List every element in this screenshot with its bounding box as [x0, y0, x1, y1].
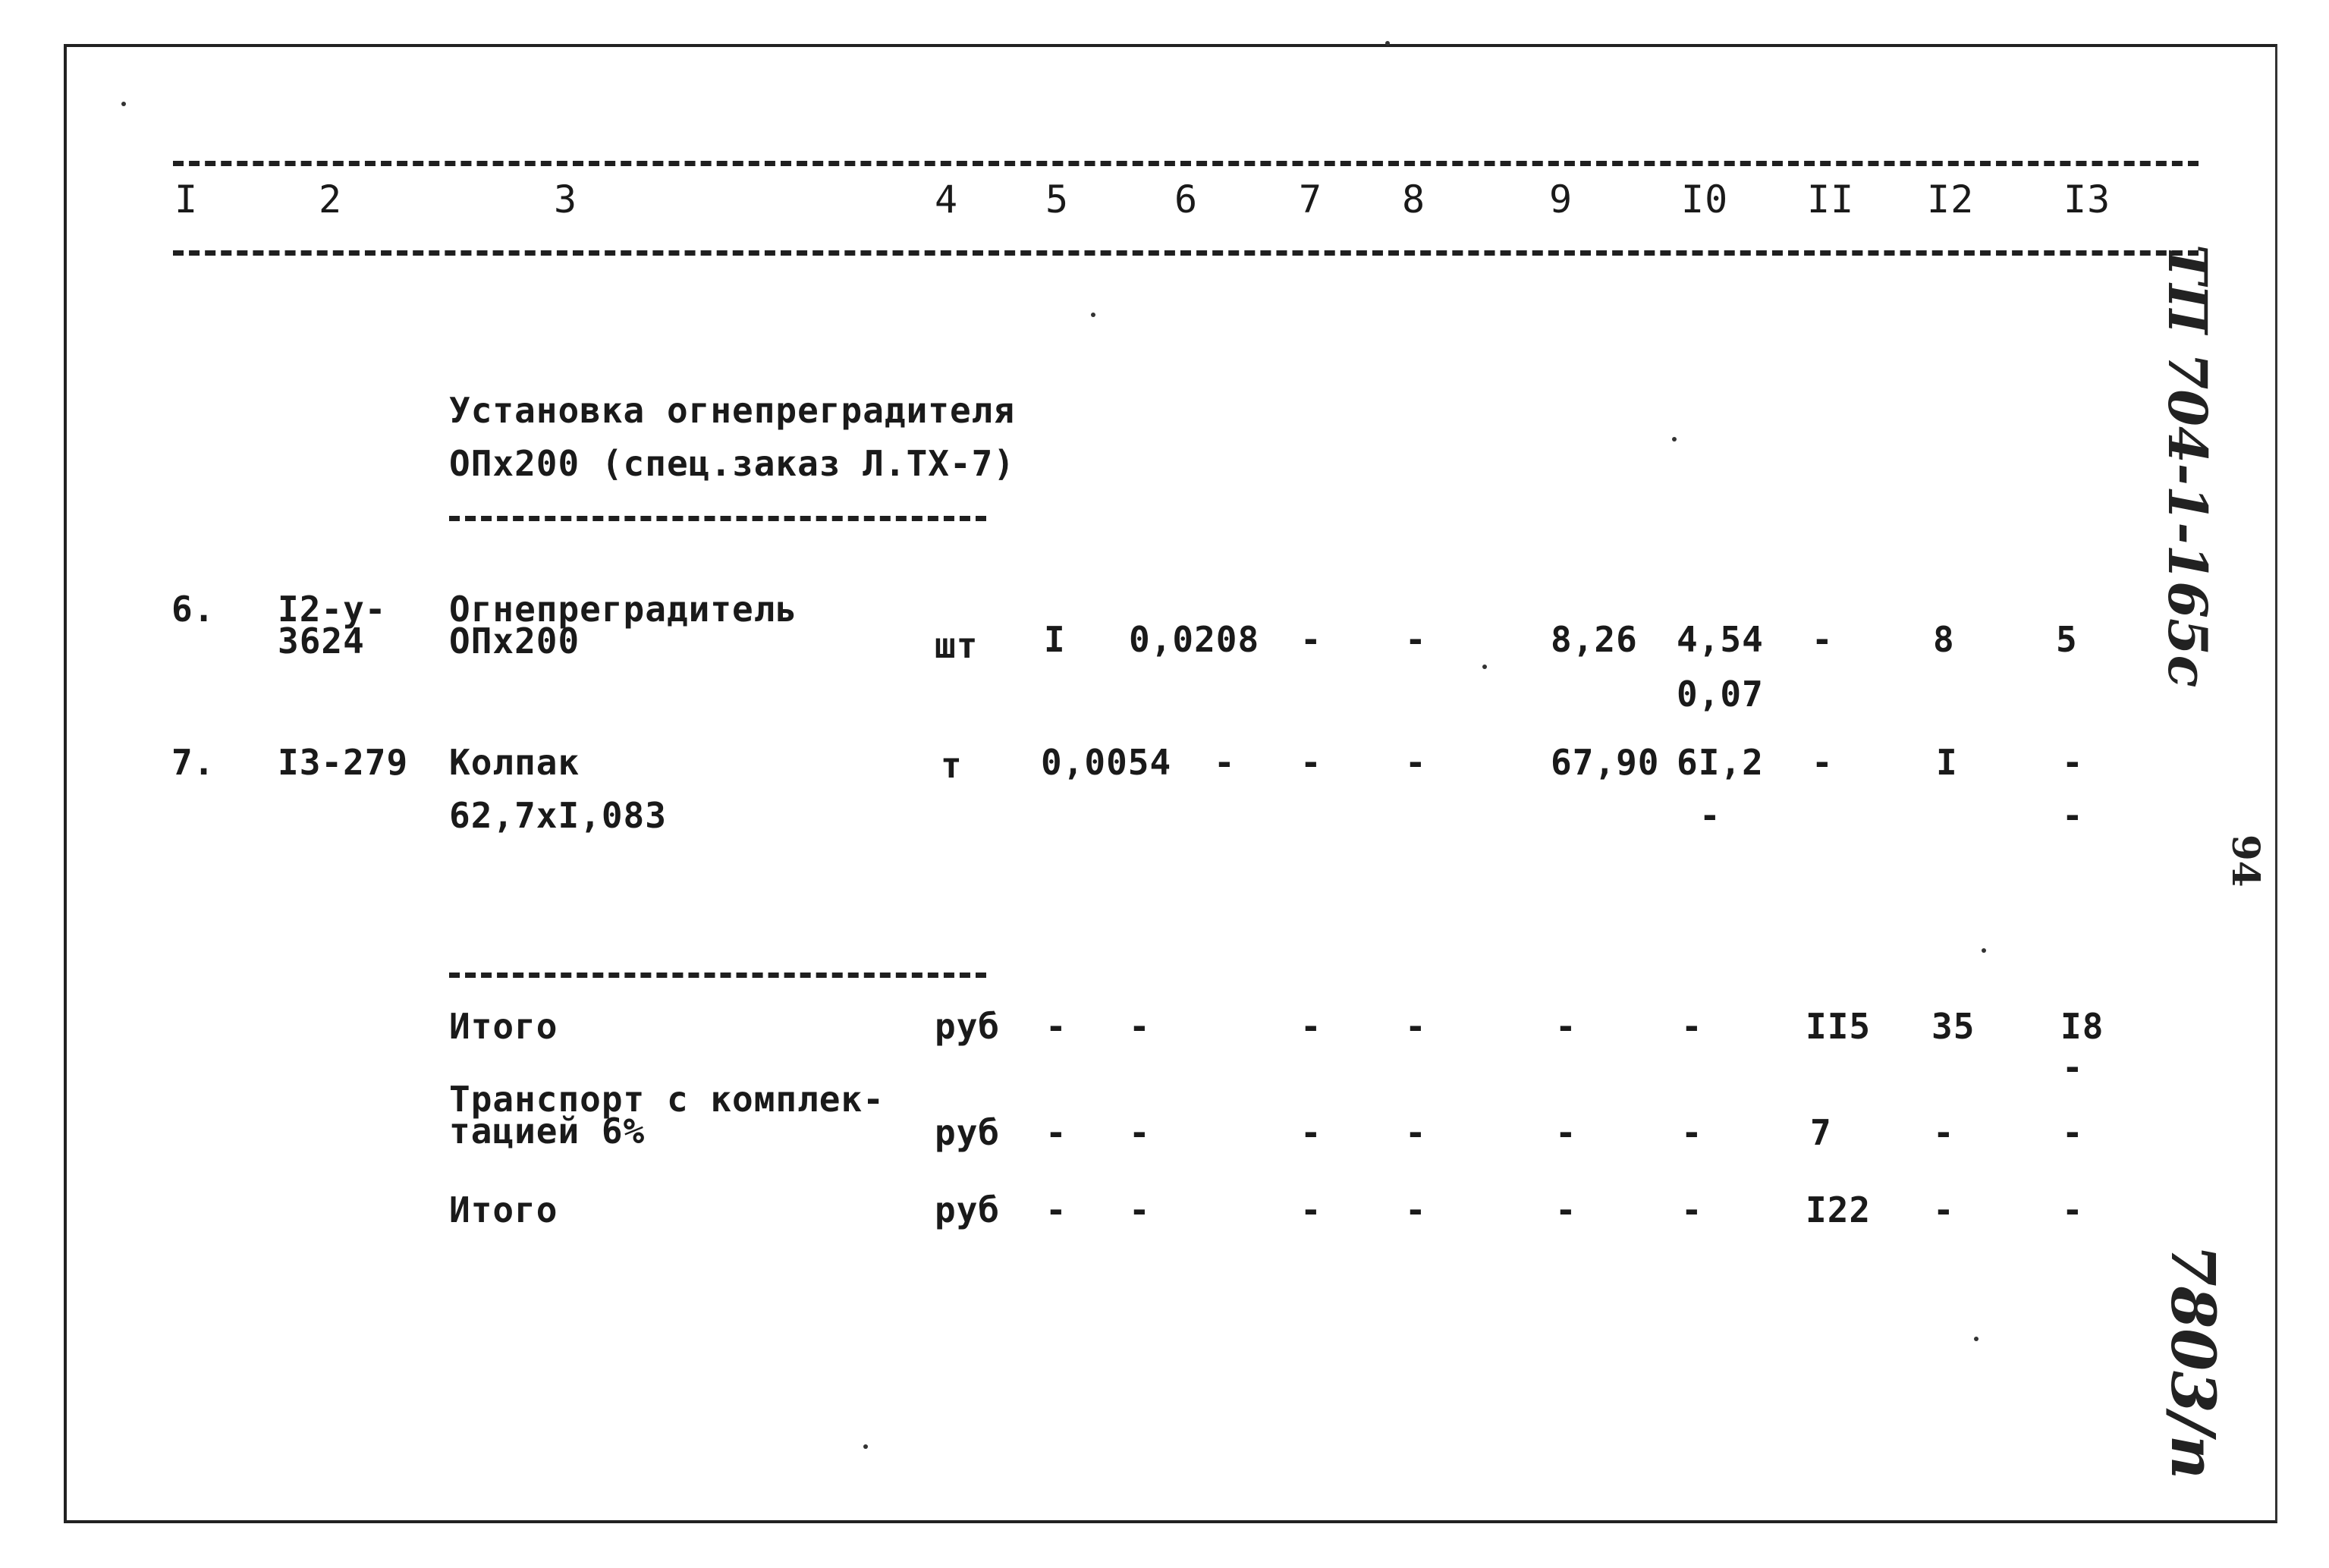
col-header-4: 4 — [935, 178, 959, 222]
row-6-num: 6. — [171, 589, 215, 630]
row-7-col5: 0,0054 — [1041, 742, 1172, 783]
total-1-col11: II5 — [1806, 1006, 1872, 1047]
transport-col12: - — [1933, 1112, 1955, 1153]
row-6-col11: - — [1812, 619, 1834, 660]
doc-code-annotation: ТП 704-1-165с — [2156, 244, 2219, 688]
row-7-col10: 6I,2 — [1677, 742, 1764, 783]
row-6-col13: 5 — [2056, 619, 2078, 660]
col-header-9: 9 — [1549, 178, 1573, 222]
row-7-col8: - — [1405, 742, 1427, 783]
section-title-line2: ОПх200 (спец.заказ Л.ТХ-7) — [449, 443, 1016, 484]
row-7-unit: т — [941, 745, 963, 786]
row-7-col7: - — [1300, 742, 1322, 783]
col-header-10: I0 — [1681, 178, 1729, 222]
transport-label-line1: Транспорт с комплек- — [449, 1079, 885, 1120]
total-1-col10: - — [1681, 1006, 1703, 1047]
col-header-8: 8 — [1402, 178, 1426, 222]
scan-speck — [1974, 1337, 1979, 1341]
transport-col11: 7 — [1810, 1112, 1832, 1153]
total-1-col5: - — [1045, 1006, 1067, 1047]
inventory-number: 7803/п — [2158, 1244, 2229, 1480]
row-7-col13-second: - — [2062, 795, 2084, 836]
scan-speck — [121, 102, 126, 106]
row-6-code-line1: I2-у- — [278, 589, 387, 630]
col-header-2: 2 — [319, 178, 343, 222]
row-7-code: I3-279 — [278, 742, 409, 783]
col-header-3: 3 — [554, 178, 578, 222]
row-7-col12: I — [1936, 742, 1958, 783]
total-2-col12: - — [1933, 1189, 1955, 1230]
transport-unit: руб — [935, 1112, 1001, 1153]
transport-label-line2: тацией 6% — [449, 1111, 646, 1152]
total-1-unit: руб — [935, 1006, 1001, 1047]
scan-speck — [1482, 665, 1487, 669]
row-6-unit: шт — [935, 625, 979, 666]
total-1-col6: - — [1129, 1006, 1151, 1047]
total-2-col10: - — [1681, 1189, 1703, 1230]
row-6-col10: 4,54 — [1677, 619, 1764, 660]
row-7-name-line1: Колпак — [449, 742, 580, 783]
row-7-name-line2: 62,7хI,083 — [449, 795, 667, 836]
transport-col8: - — [1405, 1112, 1427, 1153]
col-header-12: I2 — [1927, 178, 1975, 222]
total-2-col13: - — [2062, 1189, 2084, 1230]
scan-speck — [1672, 437, 1677, 441]
row-6-col6: 0,0208 — [1129, 619, 1260, 660]
transport-col5: - — [1045, 1112, 1067, 1153]
totals-separator — [449, 973, 986, 978]
total-1-col13: I8 — [2060, 1006, 2104, 1047]
col-header-11: II — [1807, 178, 1855, 222]
transport-col7: - — [1300, 1112, 1322, 1153]
row-6-col12: 8 — [1933, 619, 1955, 660]
total-2-label: Итого — [449, 1189, 558, 1230]
row-6-name-line1: Огнепреградитель — [449, 589, 798, 630]
scan-speck — [1385, 41, 1390, 46]
row-6-code-line2: 3624 — [278, 621, 365, 661]
total-2-col6: - — [1129, 1189, 1151, 1230]
section-underline — [449, 516, 986, 521]
transport-col9: - — [1555, 1112, 1577, 1153]
header-bottom-rule — [173, 250, 2199, 256]
row-6-name-line2: ОПх200 — [449, 621, 580, 661]
row-7-col11: - — [1812, 742, 1834, 783]
total-2-col9: - — [1555, 1189, 1577, 1230]
total-2-col7: - — [1300, 1189, 1322, 1230]
col-header-6: 6 — [1174, 178, 1199, 222]
total-1-col9: - — [1555, 1006, 1577, 1047]
transport-col13: - — [2062, 1112, 2084, 1153]
row-6-col9: 8,26 — [1551, 619, 1638, 660]
page-number: 94 — [2224, 834, 2268, 888]
row-6-col5: I — [1044, 619, 1066, 660]
scan-speck — [1982, 948, 1986, 953]
row-7-col6: - — [1214, 742, 1236, 783]
total-2-col5: - — [1045, 1189, 1067, 1230]
section-title-line1: Установка огнепреградителя — [449, 390, 1016, 431]
col-header-13: I3 — [2063, 178, 2111, 222]
total-2-col8: - — [1405, 1189, 1427, 1230]
total-1-col13-second: - — [2062, 1047, 2084, 1088]
total-2-col11: I22 — [1806, 1189, 1872, 1230]
total-1-col7: - — [1300, 1006, 1322, 1047]
row-6-col7: - — [1300, 619, 1322, 660]
page-frame — [64, 44, 2277, 1523]
header-top-rule — [173, 161, 2199, 166]
total-2-unit: руб — [935, 1189, 1001, 1230]
transport-col10: - — [1681, 1112, 1703, 1153]
col-header-1: I — [174, 178, 199, 222]
total-1-col12: 35 — [1931, 1006, 1975, 1047]
col-header-5: 5 — [1045, 178, 1070, 222]
row-6-col10-second: 0,07 — [1677, 674, 1764, 715]
total-1-col8: - — [1405, 1006, 1427, 1047]
row-7-col9: 67,90 — [1551, 742, 1660, 783]
scan-speck — [863, 1444, 868, 1449]
col-header-7: 7 — [1299, 178, 1323, 222]
row-7-col10-second: - — [1699, 795, 1721, 836]
row-6-col8: - — [1405, 619, 1427, 660]
transport-col6: - — [1129, 1112, 1151, 1153]
row-7-col13: - — [2062, 742, 2084, 783]
total-1-label: Итого — [449, 1006, 558, 1047]
scan-speck — [1091, 313, 1095, 317]
row-7-num: 7. — [171, 742, 215, 783]
